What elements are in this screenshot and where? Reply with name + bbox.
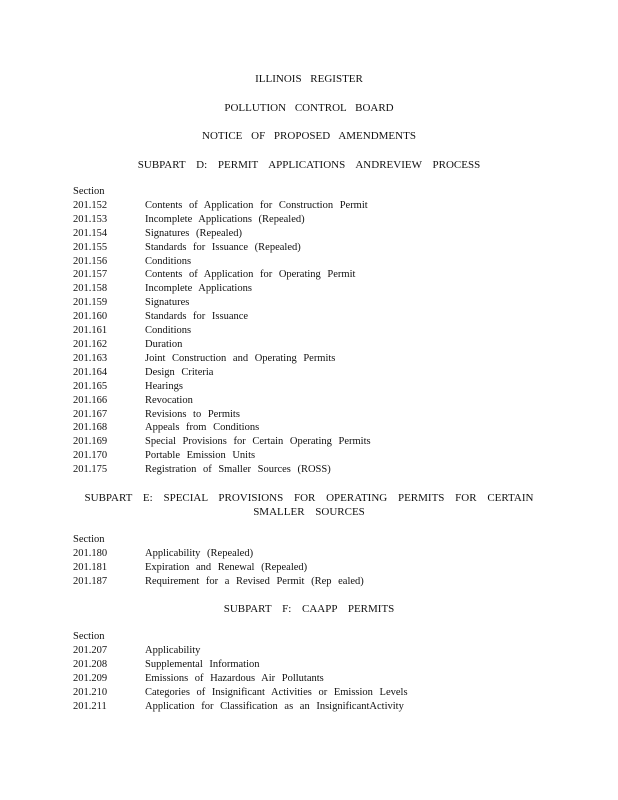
section-title: Conditions <box>145 325 192 337</box>
section-number: 201.154 <box>73 227 108 239</box>
subpart-f-heading: SUBPART F: CAAPP PERMITS <box>223 603 395 615</box>
section-row <box>73 380 573 394</box>
section-title: Portable Emission Units <box>145 450 256 462</box>
section-title: Revocation <box>145 394 193 406</box>
section-number: 201.158 <box>73 283 108 295</box>
section-title: Expiration and Renewal (Repealed) <box>145 561 308 573</box>
section-row <box>73 421 573 435</box>
section-label: Section <box>73 631 105 642</box>
section-number: 201.175 <box>73 464 108 476</box>
section-row <box>73 394 573 408</box>
section-row <box>73 463 573 477</box>
section-number: 201.167 <box>73 408 108 420</box>
section-number: 201.166 <box>73 394 108 406</box>
section-number: 201.152 <box>73 199 108 211</box>
section-label: Section <box>73 534 105 545</box>
section-row <box>73 213 573 227</box>
section-title: Applicability (Repealed) <box>145 547 254 559</box>
section-number: 201.160 <box>73 311 108 323</box>
section-title: Standards for Issuance <box>145 311 249 323</box>
subpart-f-section-list <box>73 630 573 713</box>
section-row <box>73 408 573 422</box>
section-number: 201.210 <box>73 686 108 698</box>
section-row <box>73 268 573 282</box>
section-number: 201.170 <box>73 450 108 462</box>
section-number: 201.155 <box>73 241 108 253</box>
section-title: Special Provisions for Certain Operating Permits <box>145 436 371 448</box>
section-title: Signatures (Repealed) <box>145 227 243 239</box>
section-title: Incomplete Applications (Repealed) <box>145 213 305 225</box>
section-row <box>73 199 573 213</box>
register-title: ILLINOIS REGISTER <box>255 73 363 85</box>
section-row <box>73 282 573 296</box>
section-number: 201.161 <box>73 325 108 337</box>
section-number: 201.164 <box>73 366 108 378</box>
section-number: 201.208 <box>73 658 108 670</box>
section-row <box>73 352 573 366</box>
section-title: Design Criteria <box>145 366 214 378</box>
section-title: Signatures <box>145 297 190 309</box>
section-row <box>73 255 573 269</box>
section-title: Registration of Smaller Sources (ROSS) <box>145 464 331 476</box>
section-row <box>73 686 573 700</box>
section-title: Supplemental Information <box>145 658 260 670</box>
section-title: Contents of Application for Construction Permit <box>145 199 368 211</box>
section-number: 201.159 <box>73 297 108 309</box>
section-number: 201.181 <box>73 561 108 573</box>
section-row <box>73 227 573 241</box>
section-row <box>73 672 573 686</box>
section-number: 201.169 <box>73 436 108 448</box>
subpart-e-heading-continued: SMALLER SOURCES <box>253 506 365 518</box>
subpart-e-section-list <box>73 533 573 589</box>
section-row <box>73 324 573 338</box>
section-number: 201.165 <box>73 380 108 392</box>
section-title: Conditions <box>145 255 192 267</box>
section-row <box>73 241 573 255</box>
section-title: Hearings <box>145 380 183 392</box>
section-number: 201.209 <box>73 672 108 684</box>
section-row <box>73 561 573 575</box>
section-number: 201.187 <box>73 575 108 587</box>
section-number: 201.162 <box>73 338 108 350</box>
section-number: 201.211 <box>73 700 107 712</box>
section-title: Joint Construction and Operating Permits <box>145 352 336 364</box>
section-row <box>73 310 573 324</box>
section-title: Applicability <box>145 644 201 656</box>
section-title: Duration <box>145 338 183 350</box>
section-label: Section <box>73 186 105 197</box>
notice-title: NOTICE OF PROPOSED AMENDMENTS <box>202 130 416 142</box>
section-row <box>73 296 573 310</box>
section-title: Requirement for a Revised Permit (Rep ealed) <box>145 575 364 587</box>
subpart-d-section-list <box>73 185 573 477</box>
section-title: Emissions of Hazardous Air Pollutants <box>145 672 324 684</box>
section-row <box>73 435 573 449</box>
section-row <box>73 575 573 589</box>
section-title: Categories of Insignificant Activities or Emission Levels <box>145 686 408 698</box>
board-name: POLLUTION CONTROL BOARD <box>224 102 394 114</box>
section-title: Incomplete Applications <box>145 283 252 295</box>
section-number: 201.180 <box>73 547 108 559</box>
section-title: Appeals from Conditions <box>145 422 260 434</box>
section-row <box>73 658 573 672</box>
section-row <box>73 644 573 658</box>
section-number: 201.207 <box>73 644 108 656</box>
section-title: Application for Classification as an InsignificantActivity <box>145 700 404 712</box>
section-number: 201.168 <box>73 422 108 434</box>
section-row <box>73 700 573 714</box>
section-number: 201.157 <box>73 269 108 281</box>
section-row <box>73 338 573 352</box>
section-title: Revisions to Permits <box>145 408 240 420</box>
section-title: Contents of Application for Operating Permit <box>145 269 356 281</box>
section-row <box>73 449 573 463</box>
section-number: 201.163 <box>73 352 108 364</box>
section-number: 201.153 <box>73 213 108 225</box>
subpart-d-heading: SUBPART D: PERMIT APPLICATIONS ANDREVIEW PROCESS <box>137 159 481 171</box>
section-row <box>73 366 573 380</box>
subpart-e-heading: SUBPART E: SPECIAL PROVISIONS FOR OPERATING PERMITS FOR CERTAIN <box>84 492 534 504</box>
section-number: 201.156 <box>73 255 108 267</box>
section-title: Standards for Issuance (Repealed) <box>145 241 301 253</box>
section-row <box>73 547 573 561</box>
